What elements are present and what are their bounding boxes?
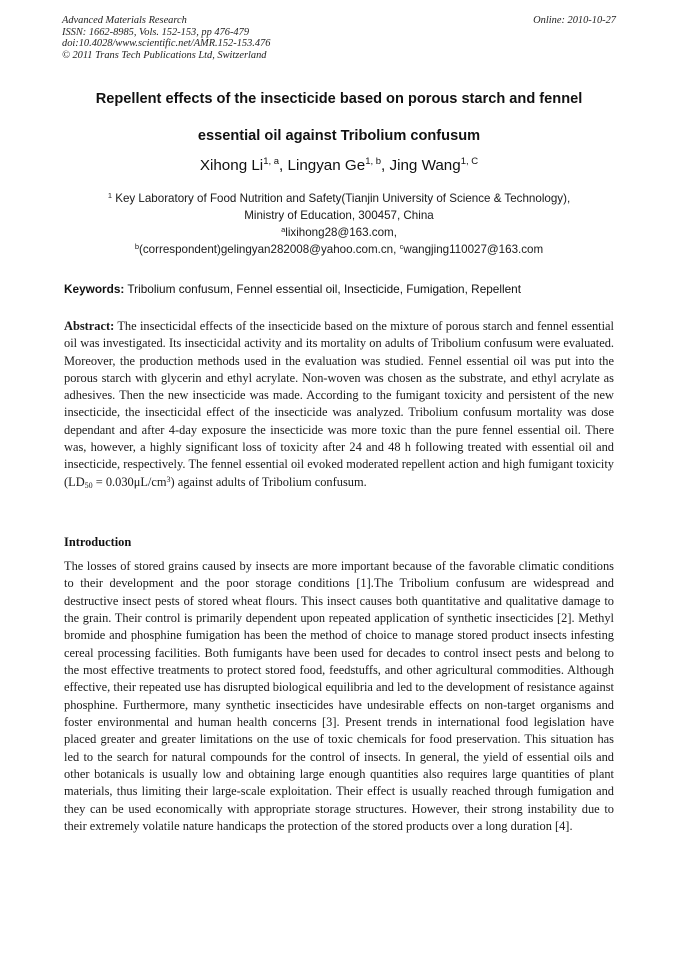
ld-value: = 0.030μL/cm — [92, 474, 167, 489]
affiliation-line-1 — [40, 190, 638, 207]
email-superscript: c — [399, 242, 404, 251]
author-name: Lingyan Ge — [287, 157, 366, 174]
affiliation-superscript: 1 — [107, 191, 112, 200]
email-superscript: a — [281, 225, 286, 234]
author-name: Xihong Li — [199, 157, 264, 174]
journal-name: Advanced Materials Research — [62, 15, 187, 26]
introduction-paragraph: The losses of stored grains caused by insects are more important because of the favorable climatic conditions to their development and the poor storage conditions [1].The Tribolium confusum are widespread and destructive insect pests of stored wheat flours. This insect causes both quantitative and qualitative damage to the grain. Their control is primarily dependent upon repeated application of synthetic insecticides [2]. Methyl bromide and phosphine fumigation has been the method of choice to manage stored product insects infesting cereal processing facilities. Both fumigants have been used for decades to control insect pests and belong to the most effective treatments to protect stored food, feedstuffs, and other agricultural commodities. Although effective, their repeated use has disrupted biological equilibria and led to the development of resistance against phosphine. Furthermore, many synthetic insecticides have undesirable effects on non-target organisms and foster environmental and human health concerns [3]. Present trends in international food legislation have placed greater and greater limitations on the use of toxic chemicals for food preservation. This situation has led to the search for natural compounds for the control of insects. In general, the yield of essential oils and other botanicals is usually low and obtaining large enough quantities also requires large quantities of plant materials, thus limiting their large-scale exploitation. Their effect is usually reached through fumigation and they can be used economically with appropriate storage structures. However, their strong instability due to their extremely volatile nature handicaps the protection of the stored products over a long duration [4]. — [64, 559, 614, 834]
keywords-text: Tribolium confusum, Fennel essential oil, Insecticide, Fumigation, Repellent — [124, 282, 522, 296]
journal-doi: doi:10.4028/www.scientific.net/AMR.152-153.476 — [62, 38, 271, 50]
author-separator: , — [381, 157, 390, 174]
paper-title-line-1: Repellent effects of the insecticide based on porous starch and fennel — [95, 91, 583, 107]
author-name: Jing Wang — [389, 157, 461, 174]
email-b: (correspondent)gelingyan282008@yahoo.com.cn, — [139, 243, 400, 256]
affiliation-line-2: Ministry of Education, 300457, China — [244, 209, 434, 222]
abstract-paragraph — [64, 318, 614, 491]
author-superscript: 1, b — [365, 156, 382, 167]
affiliation-block — [40, 190, 638, 258]
author-separator: , — [279, 157, 288, 174]
email-c: wangjing110027@163.com — [403, 243, 544, 256]
journal-issn: ISSN: 1662-8985, Vols. 152-153, pp 476-479 — [62, 26, 250, 38]
journal-copyright: © 2011 Trans Tech Publications Ltd, Switzerland — [62, 49, 267, 61]
keywords-line — [64, 282, 614, 296]
abstract-text: The insecticidal effects of the insecticide based on the mixture of porous starch and fennel essential oil was investigated. Its insecticidal activity and its mortality on adults of Tribolium confusum were evaluated. Moreover, the production methods used in the evaluation was studied. Fennel essential oil was put into the porous starch with glycerin and ethyl acrylate. Non-woven was chosen as the substrate, and ethyl acrylate as adhesives. Then the new insecticide was made. According to the fumigant toxicity and persistent of the new insecticide, the insecticidal effect of the insecticide was analyzed. Tribolium confusum mortality was dose dependant and after 4-day exposure the insecticide was more toxic than the pure fennel essential oil. There was, however, a highly significant loss of toxicity after 24 and 48 h following treated with essential oil and insecticide, respectively. The fennel essential oil evoked moderated repellent action and high fumigant toxicity (LD — [64, 319, 614, 489]
abstract-label: Abstract: — [64, 319, 115, 333]
author-list — [40, 157, 638, 174]
introduction-heading: Introduction — [64, 535, 132, 549]
keywords-label: Keywords: — [64, 282, 125, 296]
author-superscript: 1, C — [460, 156, 479, 167]
affiliation-text: Key Laboratory of Food Nutrition and Safety(Tianjin University of Science & Technology), — [111, 192, 571, 205]
online-date: Online: 2010-10-27 — [533, 15, 616, 26]
journal-header — [62, 15, 616, 61]
email-line-a — [40, 224, 638, 241]
author-superscript: 1, a — [263, 156, 280, 167]
ld-subscript: 50 — [84, 480, 93, 490]
abstract-text-end: ) against adults of Tribolium confusum. — [170, 474, 367, 489]
email-a: lixihong28@163.com, — [285, 226, 397, 239]
ld-superscript: 3 — [166, 474, 171, 484]
email-line-bc — [40, 241, 638, 258]
paper-title-line-2: essential oil against Tribolium confusum — [197, 128, 481, 144]
email-superscript: b — [134, 242, 140, 251]
